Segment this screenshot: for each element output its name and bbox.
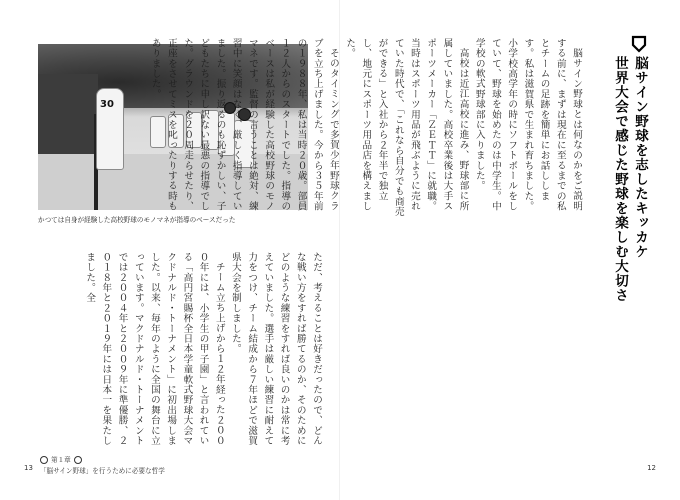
photo-coach — [96, 88, 124, 170]
paragraph: 脳サイン野球とは何なのかをご説明する前に、まずは現在に至るまでの私とチームの足跡を簡単にお話しします。私は滋賀県で生まれ育ちました。小学校高学年の時にソフトボールをしていて、野球を始めたのは中学生。中学校の軟式野球部に入りました。 — [473, 38, 582, 212]
running-footer — [40, 455, 165, 476]
chapter-label: 第１章 — [51, 456, 71, 464]
photo-caption: かつては自身が経験した高校野球のモノマネが指導のベースだった — [38, 216, 236, 224]
chapter-subtitle: 「脳サイン野球」を行うために必要な哲学 — [40, 467, 165, 475]
circle-icon — [74, 456, 82, 464]
page-number-left: 13 — [24, 464, 33, 472]
page-number-right: 12 — [647, 464, 656, 472]
shield-icon — [632, 36, 646, 52]
chapter-label-row — [40, 455, 165, 465]
body-text-right-upper — [149, 38, 584, 220]
circle-icon — [40, 456, 48, 464]
paragraph: ただ、考えることは好きだったので、どんな戦い方をすれば勝てるのか、そのためにどのような練習をすれば良いのかは常に考えていました。選手は厳しい練習に耐えて力をつけ、チーム結成から７年ほどで滋賀県大会を制しました。 — [229, 252, 322, 446]
photo-jersey-number: 30 — [100, 99, 114, 110]
headline — [612, 56, 648, 303]
paragraph: そのタイミングで多賀少年野球クラブを立ち上げました。今から３５年前の１９８８年、私は当時２０歳。部員１２人からのスタートでした。指導のベースは私が経験した高校野球のモノマネです。監督の言うことは絶対、練習中に笑顔はなく、厳しく指導していました。振り返るのも恥ずかしい、子どもたちに申し訳ない最悪の指導でした。グラウンドを２０周走らせたり、正座をさせてミスを叱ったりする時もありました。 — [149, 38, 339, 212]
body-text-left — [64, 252, 324, 448]
paragraph: チーム立ち上げから１２年経った２０００年には、小学生の甲子園」と言われている「高円宮賜杯全日本学童軟式野球大会マクドナルド・トーナメント」に初出場しました。以来、毎年のように全国の舞台に立っています。マクドナルド・トーナメントでは２００４年と２００９年に準優勝、２０１８年と２０１９年には日本一を果たしました。全 — [84, 252, 225, 446]
headline-line-2: 世界大会で感じた野球を楽しむ大切さ — [612, 56, 628, 303]
headline-line-1: 脳サイン野球を志したキッカケ — [632, 56, 648, 259]
paragraph: 高校は近江高校に進み、野球部に所属していました。高校卒業後は大手スポーツメーカー「ＺＥＴＴ」に就職。当時はスポーツ用品が飛ぶように売れていた時代で、「これなら自分でも商売ができる」と入社から２年半で独立し、地元にスポーツ用品店を構えました。 — [344, 38, 469, 217]
